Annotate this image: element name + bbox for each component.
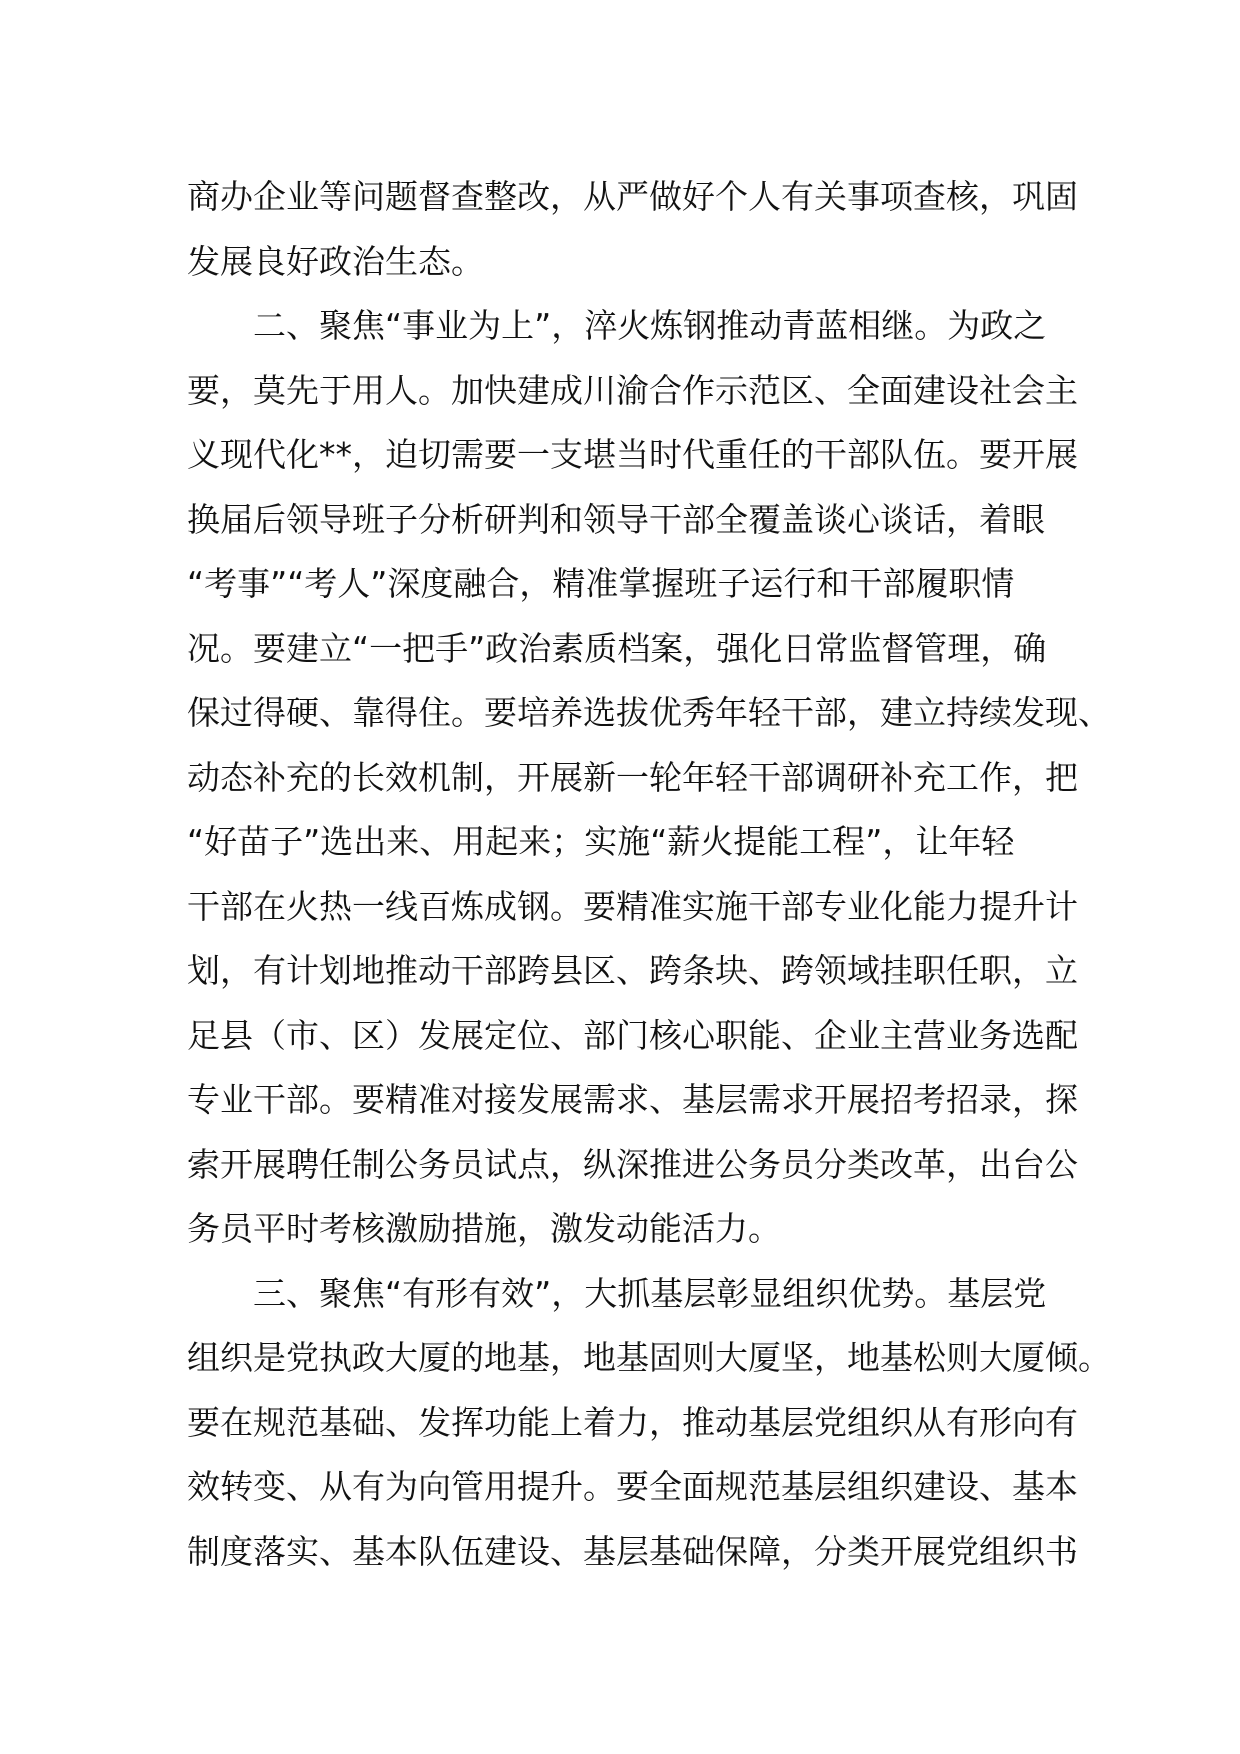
text-line: 保过得硬、靠得住。要培养选拔优秀年轻干部，建立持续发现、 <box>187 693 1111 732</box>
text-line: 义现代化**，迫切需要一支堪当时代重任的干部队伍。要开展 <box>187 435 1078 474</box>
text-line: 务员平时考核激励措施，激发动能活力。 <box>187 1209 781 1248</box>
text-line: 要在规范基础、发挥功能上着力，推动基层党组织从有形向有 <box>187 1402 1078 1442</box>
body-text <box>187 165 1111 1584</box>
text-line: 专业干部。要精准对接发展需求、基层需求开展招考招录，探 <box>187 1080 1078 1119</box>
text-line: 动态补充的长效机制，开展新一轮年轻干部调研补充工作，把 <box>187 757 1078 797</box>
text-line: 效转变、从有为向管用提升。要全面规范基层组织建设、基本 <box>187 1467 1078 1506</box>
text-line: “好苗子”选出来、用起来；实施“薪火提能工程”，让年轻 <box>187 822 1015 861</box>
text-line: 干部在火热一线百炼成钢。要精准实施干部专业化能力提升计 <box>187 886 1078 926</box>
section-heading-line: 二、聚焦“事业为上”，淬火炼钢推动青蓝相继。为政之 <box>253 306 1047 345</box>
text-line: 制度落实、基本队伍建设、基层基础保障，分类开展党组织书 <box>187 1531 1078 1571</box>
text-line: 足县（市、区）发展定位、部门核心职能、企业主营业务选配 <box>187 1015 1078 1055</box>
text-line: “考事”“考人”深度融合，精准掌握班子运行和干部履职情 <box>187 564 1015 603</box>
text-line: 商办企业等问题督查整改，从严做好个人有关事项查核，巩固 <box>187 177 1078 216</box>
text-line: 索开展聘任制公务员试点，纵深推进公务员分类改革，出台公 <box>187 1144 1078 1184</box>
text-line: 要，莫先于用人。加快建成川渝合作示范区、全面建设社会主 <box>187 370 1078 410</box>
text-line: 况。要建立“一把手”政治素质档案，强化日常监督管理，确 <box>187 628 1047 668</box>
text-line: 发展良好政治生态。 <box>187 241 484 281</box>
text-line: 划，有计划地推动干部跨县区、跨条块、跨领域挂职任职，立 <box>187 951 1078 990</box>
text-line: 组织是党执政大厦的地基，地基固则大厦坚，地基松则大厦倾。 <box>187 1338 1111 1377</box>
text-line: 换届后领导班子分析研判和领导干部全覆盖谈心谈话，着眼 <box>187 499 1045 539</box>
section-heading-line: 三、聚焦“有形有效”，大抓基层彰显组织优势。基层党 <box>253 1273 1047 1313</box>
